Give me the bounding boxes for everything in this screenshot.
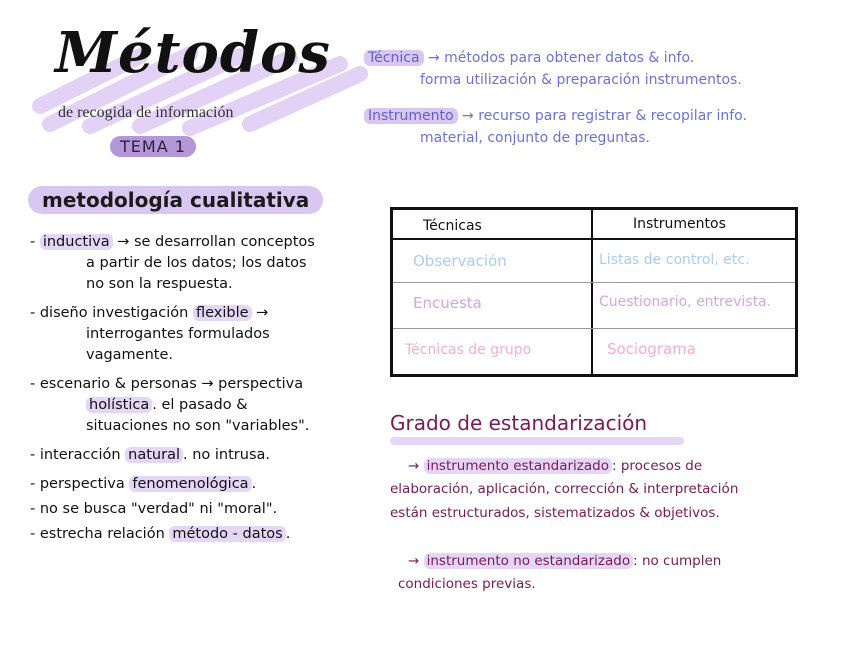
arrow-icon: → <box>408 458 424 474</box>
page-subtitle: de recogida de información <box>58 104 234 121</box>
cualitativa-list <box>30 232 375 553</box>
table-cell-tecnica: Encuesta <box>413 294 482 312</box>
list-item-text: interacción <box>39 447 126 463</box>
definition-tecnica-cont: forma utilización & preparación instrumentos. <box>420 72 742 88</box>
section-heading-grado: Grado de estandarización <box>390 411 648 435</box>
list-item-text: diseño investigación <box>39 305 193 321</box>
list-item: - no se busca "verdad" ni "moral". <box>30 501 278 517</box>
definition-term-tecnica: Técnica <box>364 50 424 66</box>
list-item-cont: vagamente. <box>86 347 174 363</box>
highlight-term: instrumento estandarizado <box>424 458 612 474</box>
definition-instrumento-cont: material, conjunto de preguntas. <box>420 130 650 146</box>
list-item-cont: a partir de los datos; los datos <box>86 255 307 271</box>
list-item: - escenario & personas → perspectiva holística . el pasado & situaciones no son "variables". <box>30 374 375 437</box>
table-cell-tecnica: Técnicas de grupo <box>405 342 532 358</box>
list-item-text: → se desarrollan conceptos <box>112 234 315 250</box>
list-item-text: . <box>285 526 291 542</box>
highlight-term: holística <box>86 397 152 413</box>
table-row-divider <box>393 328 795 329</box>
definition-text: → recurso para registrar & recopilar info. <box>457 108 747 124</box>
table-header-tecnicas: Técnicas <box>423 218 482 234</box>
list-item-cont: situaciones no son "variables". <box>86 418 310 434</box>
grado-text: : no cumplen <box>633 553 722 569</box>
highlight-term: inductiva <box>40 234 113 250</box>
list-item: - perspectiva fenomenológica . <box>30 476 257 492</box>
list-item-text: . el pasado & <box>152 397 248 413</box>
highlight-term: método - datos <box>169 526 285 542</box>
grado-text-line: están estructurados, sistematizados & objetivos. <box>390 505 720 521</box>
highlight-term: instrumento no estandarizado <box>424 553 634 569</box>
grado-underline <box>390 437 684 445</box>
definition-term-instrumento: Instrumento <box>364 108 458 124</box>
arrow-icon: → <box>408 553 424 569</box>
grado-text-line: elaboración, aplicación, corrección & interpretación <box>390 481 739 497</box>
list-item: - estrecha relación método - datos . <box>30 526 291 542</box>
table-cell-instrumento: Cuestionario, entrevista. <box>599 294 772 310</box>
list-item-text: → <box>251 305 269 321</box>
list-item: - interacción natural . no intrusa. <box>30 447 270 463</box>
list-item-text: estrecha relación <box>39 526 170 542</box>
list-item-cont: interrogantes formulados <box>86 326 270 342</box>
list-item-text: perspectiva <box>39 476 130 492</box>
grado-no-estandarizado <box>408 550 721 573</box>
table-row-divider <box>393 282 795 283</box>
list-item-text: . no intrusa. <box>183 447 270 463</box>
table-divider <box>591 210 593 374</box>
list-item-cont: no son la respuesta. <box>86 276 233 292</box>
definition-instrumento <box>364 108 747 124</box>
list-item-text: escenario & personas → perspectiva <box>39 376 304 392</box>
tecnicas-instrumentos-table <box>390 207 798 377</box>
table-cell-instrumento: Sociograma <box>607 340 696 358</box>
page-title: Métodos <box>55 20 331 86</box>
grado-text: : procesos de <box>612 458 703 474</box>
table-cell-instrumento: Listas de control, etc. <box>599 252 750 268</box>
table-header-divider <box>393 238 795 240</box>
list-item-text: . <box>251 476 257 492</box>
list-item-text: no se busca "verdad" ni "moral". <box>39 501 278 517</box>
highlight-term: natural <box>125 447 183 463</box>
table-cell-tecnica: Observación <box>413 252 507 270</box>
definition-text: → métodos para obtener datos & info. <box>423 50 695 66</box>
list-item: - diseño investigación flexible → interrogantes formulados vagamente. <box>30 303 375 366</box>
grado-text-line: condiciones previas. <box>398 576 536 592</box>
highlight-term: fenomenológica <box>129 476 251 492</box>
list-item-cont-wrap <box>30 397 248 413</box>
list-item: - inductiva → se desarrollan conceptos a partir de los datos; los datos no son la respuesta. <box>30 232 375 295</box>
highlight-term: flexible <box>193 305 252 321</box>
grado-estandarizado <box>408 455 702 478</box>
definition-tecnica <box>364 50 694 66</box>
tema-badge: TEMA 1 <box>110 136 196 157</box>
section-heading-cualitativa: metodología cualitativa <box>28 186 323 214</box>
table-header-instrumentos: Instrumentos <box>633 216 726 232</box>
